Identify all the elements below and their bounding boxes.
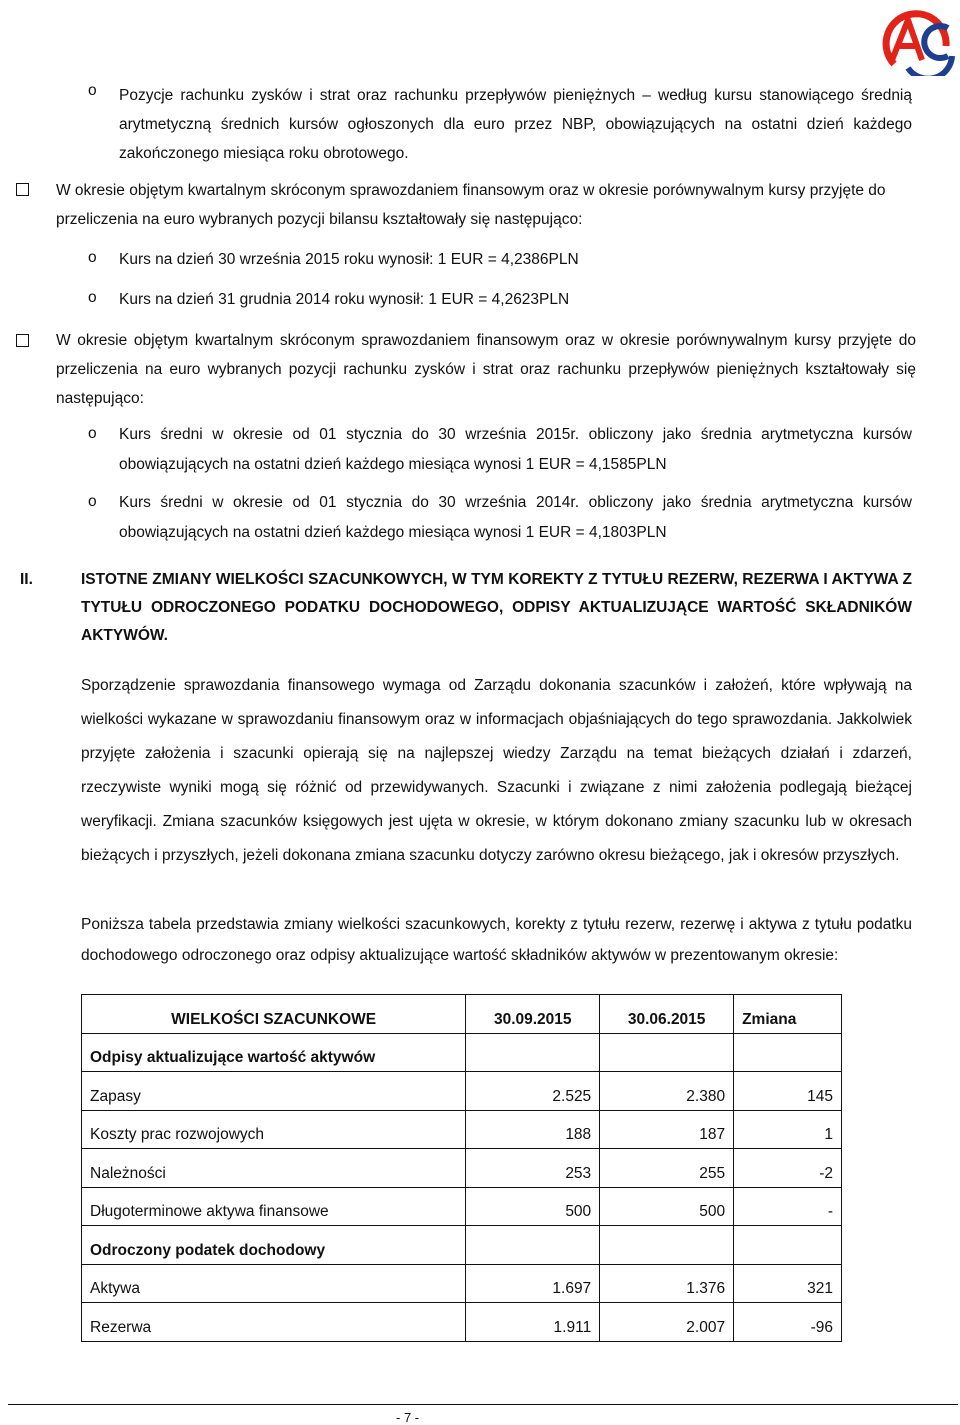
page-number: - 7 - — [396, 1410, 420, 1425]
table-cell: Koszty prac rozwojowych — [82, 1110, 466, 1149]
block1-item2-text: Kurs na dzień 31 grudnia 2014 roku wynosił: 1 EUR = 4,2623PLN — [119, 291, 570, 308]
block1-item2-marker: o — [88, 289, 97, 306]
table-section-title: Odroczony podatek dochodowy — [82, 1226, 466, 1265]
table-cell: 255 — [600, 1149, 734, 1188]
checkbox-bullet-icon — [16, 334, 29, 347]
table-cell: 253 — [466, 1149, 600, 1188]
section-title: ISTOTNE ZMIANY WIELKOŚCI SZACUNKOWYCH, W TYM KOREKTY Z TYTUŁU REZERW, REZERWA I AKTYWA Z TYTUŁU ODROCZONEGO PODATKU DOCHODOWEGO, ODPISY AKTUALIZUJĄCE WARTOŚĆ SKŁADNIKÓW AKTYWÓW. — [81, 571, 912, 644]
table-row — [82, 1187, 842, 1226]
checkbox-bullet-icon — [16, 183, 29, 196]
table-header-cell: 30.06.2015 — [600, 995, 734, 1034]
block2-item1-marker: o — [88, 425, 97, 442]
table-row — [82, 1072, 842, 1111]
section-paragraph-1: Sporządzenie sprawozdania finansowego wymaga od Zarządu dokonania szacunków i założeń, które wpływają na wielkości wykazane w sprawozdaniu finansowym oraz w informacjach objaśniających do tego sprawozdania. Jakkolwiek przyjęte założenia i szacunki opierają się na najlepszej wiedzy Zarządu na temat bieżących działań i zdarzeń, rzeczywiste wyniki mogą się różnić od przewidywanych. Szacunki i związane z nimi założenia podlegają bieżącej weryfikacji. Zmiana szacunków księgowych jest ujęta w okresie, w którym dokonano zmiany szacunku lub w okresach bieżących i przyszłych, jeżeli dokonana zmiana szacunku dotyczy zarówno okresu bieżącego, jak i okresów przyszłych. — [81, 677, 912, 864]
table-cell: 187 — [600, 1110, 734, 1149]
block2-text: W okresie objętym kwartalnym skróconym sprawozdaniem finansowym oraz w okresie porównywalnym kursy przyjęte do przeliczenia na euro wybranych pozycji rachunku zysków i strat oraz rachunku przepływów pieniężnych kształtowały się następująco: — [56, 332, 916, 407]
table-cell: Długoterminowe aktywa finansowe — [82, 1187, 466, 1226]
table-cell: 188 — [466, 1110, 600, 1149]
company-logo — [872, 6, 956, 76]
table-section-title: Odpisy aktualizujące wartość aktywów — [82, 1033, 466, 1072]
table-cell: 1.376 — [600, 1264, 734, 1303]
block2-item1-text: Kurs średni w okresie od 01 stycznia do 30 września 2015r. obliczony jako średnia arytmetyczna kursów obowiązujących na ostatni dzień każdego miesiąca wynosi 1 EUR = 4,1585PLN — [119, 426, 912, 473]
table-cell: -96 — [734, 1303, 842, 1342]
table-row — [82, 1303, 842, 1342]
intro-bullet-text: Pozycje rachunku zysków i strat oraz rachunku przepływów pieniężnych – według kursu stanowiącego średnią arytmetyczną średnich kursów ogłoszonych dla euro przez NBP, obowiązujących na ostatni dzień każdego zakończonego miesiąca roku obrotowego. — [119, 87, 912, 162]
block2-item2-marker: o — [88, 493, 97, 510]
block1-item1-text: Kurs na dzień 30 września 2015 roku wynosił: 1 EUR = 4,2386PLN — [119, 251, 579, 268]
table-cell: Zapasy — [82, 1072, 466, 1111]
table-cell: - — [734, 1187, 842, 1226]
table-cell: 1 — [734, 1110, 842, 1149]
table-section-row — [82, 1226, 842, 1265]
table-cell: 321 — [734, 1264, 842, 1303]
section-paragraph-2: Poniższa tabela przedstawia zmiany wielkości szacunkowych, korekty z tytułu rezerw, rezerwę i aktywa z tytułu podatku dochodowego odroczonego oraz odpisy aktualizujące wartość składników aktywów w prezentowanym okresie: — [81, 916, 912, 964]
table-cell: -2 — [734, 1149, 842, 1188]
table-section-row — [82, 1033, 842, 1072]
table-cell: 500 — [466, 1187, 600, 1226]
block1-item1-marker: o — [88, 249, 97, 266]
table-row — [82, 1110, 842, 1149]
table-row — [82, 1264, 842, 1303]
table-cell: Aktywa — [82, 1264, 466, 1303]
table-header-cell: 30.09.2015 — [466, 995, 600, 1034]
table-cell: 2.525 — [466, 1072, 600, 1111]
table-row — [82, 1149, 842, 1188]
table-header-row — [82, 995, 842, 1034]
footer-divider — [8, 1404, 958, 1405]
table-cell: 145 — [734, 1072, 842, 1111]
table-cell: 2.007 — [600, 1303, 734, 1342]
block2-item2-text: Kurs średni w okresie od 01 stycznia do 30 września 2014r. obliczony jako średnia arytmetyczna kursów obowiązujących na ostatni dzień każdego miesiąca wynosi 1 EUR = 4,1803PLN — [119, 494, 912, 541]
section-number: II. — [20, 571, 33, 588]
table-cell: Rezerwa — [82, 1303, 466, 1342]
table-cell: 2.380 — [600, 1072, 734, 1111]
table-header-cell: WIELKOŚCI SZACUNKOWE — [82, 995, 466, 1034]
block1-text: W okresie objętym kwartalnym skróconym sprawozdaniem finansowym oraz w okresie porównywalnym kursy przyjęte do przeliczenia na euro wybranych pozycji bilansu kształtowały się następująco: — [56, 182, 886, 228]
table-cell: Należności — [82, 1149, 466, 1188]
table-cell: 1.697 — [466, 1264, 600, 1303]
table-cell: 500 — [600, 1187, 734, 1226]
estimates-table — [81, 994, 842, 1342]
intro-bullet-marker: o — [88, 82, 97, 99]
table-cell: 1.911 — [466, 1303, 600, 1342]
table-header-cell: Zmiana — [734, 995, 842, 1034]
